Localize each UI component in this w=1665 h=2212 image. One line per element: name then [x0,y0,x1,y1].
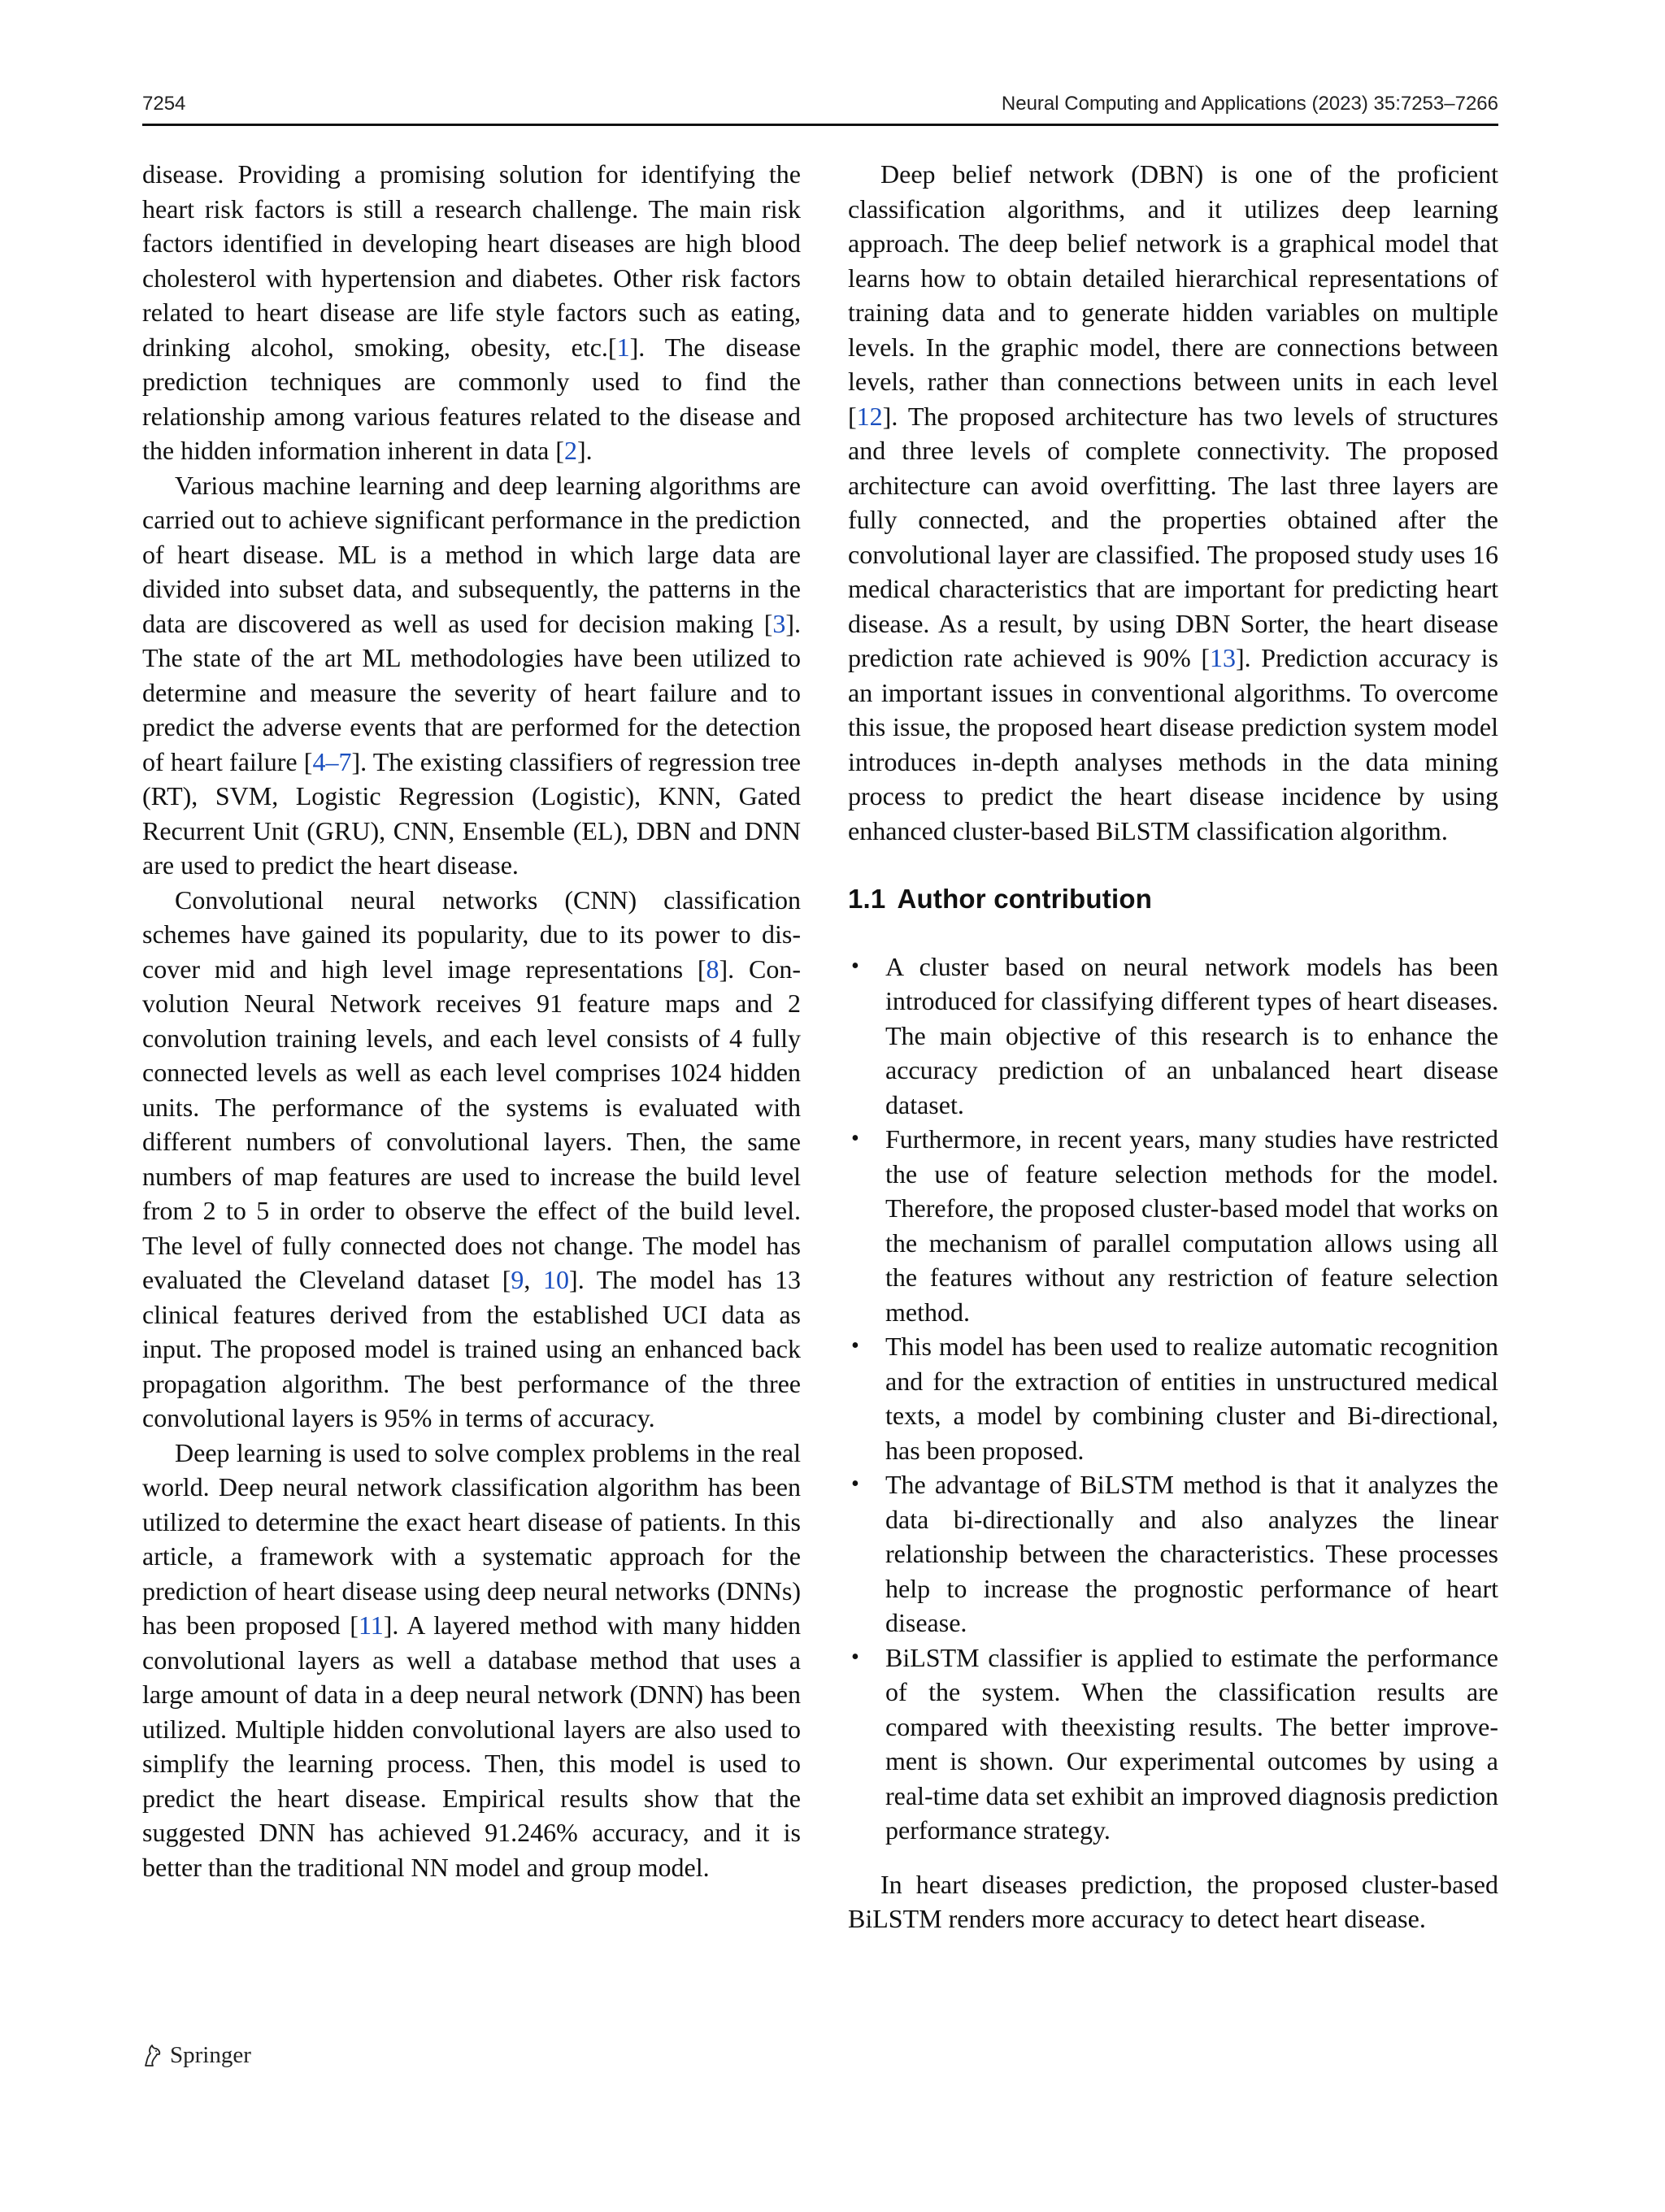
text-run: ]. The proposed architecture has two levels of structures and three levels of complete connectivity. The proposed architecture can avoid overfitting. The last three layers are fully connected, and the properties obtained after the convolutional layer are classified. The proposed study uses 16 medical characteristics that are important for predicting heart disease. As a result, by using DBN Sorter, the heart disease prediction rate achieved is 90% [ [848,401,1498,672]
footer [142,2039,251,2071]
page-number: 7254 [142,93,186,115]
citation-link[interactable]: 12 [856,401,883,431]
paragraph [142,883,801,1436]
paragraph [142,157,801,468]
list-item-text: BiLSTM classifier is applied to estimate the performance of the system. When the classification results are compared with theexisting results. The better improvement is shown. Our experimental outcomes by using a real-time data set exhibit an improved diagnosis prediction performance strategy. [885,1642,1498,1845]
list-item [848,1467,1498,1641]
list-item [848,1329,1498,1467]
text-run: ]. The model has 13 clinical features derived from the established UCI data as input. The proposed model is trained using an enhanced back propagation algorithm. The best performance of the three convolutional layers is 95% in terms of accuracy. [142,1265,802,1432]
text-run: ]. A layered method with many hidden convolutional layers as well a database method that uses a large amount of data in a deep neural network (DNN) has been utilized. Multiple hidden convolutional layers are also used to simplify the learning process. Then, this model is used to predict the heart disease. Empirical results show that the suggested DNN has achieved 91.246% accuracy, and it is better than the traditional NN model and group model. [142,1610,802,1882]
section-number: 1.1 [848,884,886,914]
bullet-icon: • [851,1333,859,1358]
text-run: ]. The state of the art ML methodologies have been utilized to determine and measure the severity of heart failure and to predict the adverse events that are performed for the detection of heart failure [ [142,608,801,776]
citation-link[interactable]: 11 [358,1610,384,1640]
list-item [848,1641,1498,1848]
citation-link[interactable]: 3 [772,608,786,638]
running-head [142,88,1498,125]
paragraph [848,157,1498,848]
list-item [848,950,1498,1123]
text-run: Deep belief network (DBN) is one of the proficient classification algorithms, and it utilizes deep learning approach. The deep belief network is a graphical model that learns how to obtain detailed hierarchical representations of training data and to generate hidden variables on multiple levels. In the graphic model, there are connections between levels, rather than connections between units in each level [ [848,159,1498,431]
citation-link[interactable]: 2 [563,436,577,465]
contribution-list [848,950,1498,1848]
text-run: Deep learning is used to solve complex problems in the real world. Deep neural network classification algorithm has been utilized to determine the exact heart disease of patients. In this article, a framework with a systematic approach for the prediction of heart disease using deep neural networks (DNNs) has been proposed [ [142,1437,801,1640]
paragraph [142,468,801,883]
section-title: Author contribution [897,884,1153,914]
bullet-icon: • [851,953,859,979]
citation-link[interactable]: 4–7 [312,746,352,776]
text-run: Convolutional neural networks (CNN) classification schemes have gained its popularity, due to its power to discover mid and high level image representations [ [142,884,801,984]
springer-horse-icon [142,2043,163,2067]
section-heading [848,882,1498,917]
citation-link[interactable]: 8 [706,954,719,984]
citation-link[interactable]: 10 [543,1265,570,1294]
text-run: ]. Prediction accuracy is an important issues in conventional algorithms. To overcome this issue, the proposed heart disease prediction system model introduces in-depth analyses methods in the data mining process to predict the heart disease incidence by using enhanced cluster-based BiLSTM classification algorithm. [848,643,1498,845]
text-run: ]. The existing classifiers of regression tree (RT), SVM, Logistic Regression (Logistic), KNN, Gated Recurrent Unit (GRU), CNN, Ensemble (EL), DBN and DNN are used to predict the heart disease. [142,746,802,880]
text-run: ]. Convolution Neural Network receives 91 feature maps and 2 convolution training levels, and each level consists of 4 fully connected levels as well as each level comprises 1024 hidden units. The performance of the systems is evaluated with different numbers of convolutional layers. Then, the same numbers of map features are used to increase the build level from 2 to 5 in order to observe the effect of the build level. The level of fully connected does not change. The model has evaluated the Cleveland dataset [ [142,954,802,1294]
paragraph [142,1436,801,1885]
bullet-icon: • [851,1126,859,1151]
list-item-text: Furthermore, in recent years, many studies have restricted the use of feature selection methods for the model. Therefore, the proposed cluster-based model that works on the mechanism of parallel computation allows using all the features without any restriction of feature selection method. [885,1124,1498,1327]
list-item-text: A cluster based on neural network models has been introduced for classifying different types of heart diseases. The main objective of this research is to enhance the accuracy prediction of an unbalanced heart disease dataset. [885,951,1498,1119]
list-item-text: This model has been used to realize automatic recognition and for the extraction of entities in unstructured medical texts, a model by combining cluster and Bi-directional, has been proposed. [885,1332,1498,1465]
journal-reference: Neural Computing and Applications (2023) 35:7253–7266 [1001,93,1498,115]
text-run: ]. The disease prediction techniques are commonly used to find the relationship among various features related to the disease and the hidden information inherent in data [ [142,332,802,465]
text-run: , [524,1265,544,1294]
right-column [848,157,1498,1936]
text-run: Various machine learning and deep learning algorithms are carried out to achieve significant performance in the prediction of heart disease. ML is a method in which large data are divided into subset data, and subsequently, the patterns in the data are discovered as well as used for decision making [ [142,470,801,638]
paragraph: In heart diseases prediction, the proposed cluster-based BiLSTM renders more accuracy to detect heart disease. [848,1869,1498,1933]
publisher-name: Springer [170,2041,251,2068]
citation-link[interactable]: 1 [616,332,630,362]
list-item-text: The advantage of BiLSTM method is that it analyzes the data bi-directionally and also analyzes the linear relationship between the characteristics. These processes help to increase the prognostic performance of heart disease. [885,1470,1498,1637]
citation-link[interactable]: 13 [1210,643,1237,672]
bullet-icon: • [851,1471,859,1497]
left-column [142,157,801,1884]
bullet-icon: • [851,1644,859,1670]
citation-link[interactable]: 9 [511,1265,524,1294]
text-run: disease. Providing a promising solution for identifying the heart risk factors is still a research challenge. The main risk factors identified in developing heart diseases are high blood cholesterol with hypertension and diabetes. Other risk factors related to heart disease are life style factors such as eating, drinking alcohol, smoking, obesity, etc.[ [142,159,801,362]
list-item [848,1122,1498,1329]
header-rule [142,124,1498,126]
text-run: ]. [576,436,593,465]
